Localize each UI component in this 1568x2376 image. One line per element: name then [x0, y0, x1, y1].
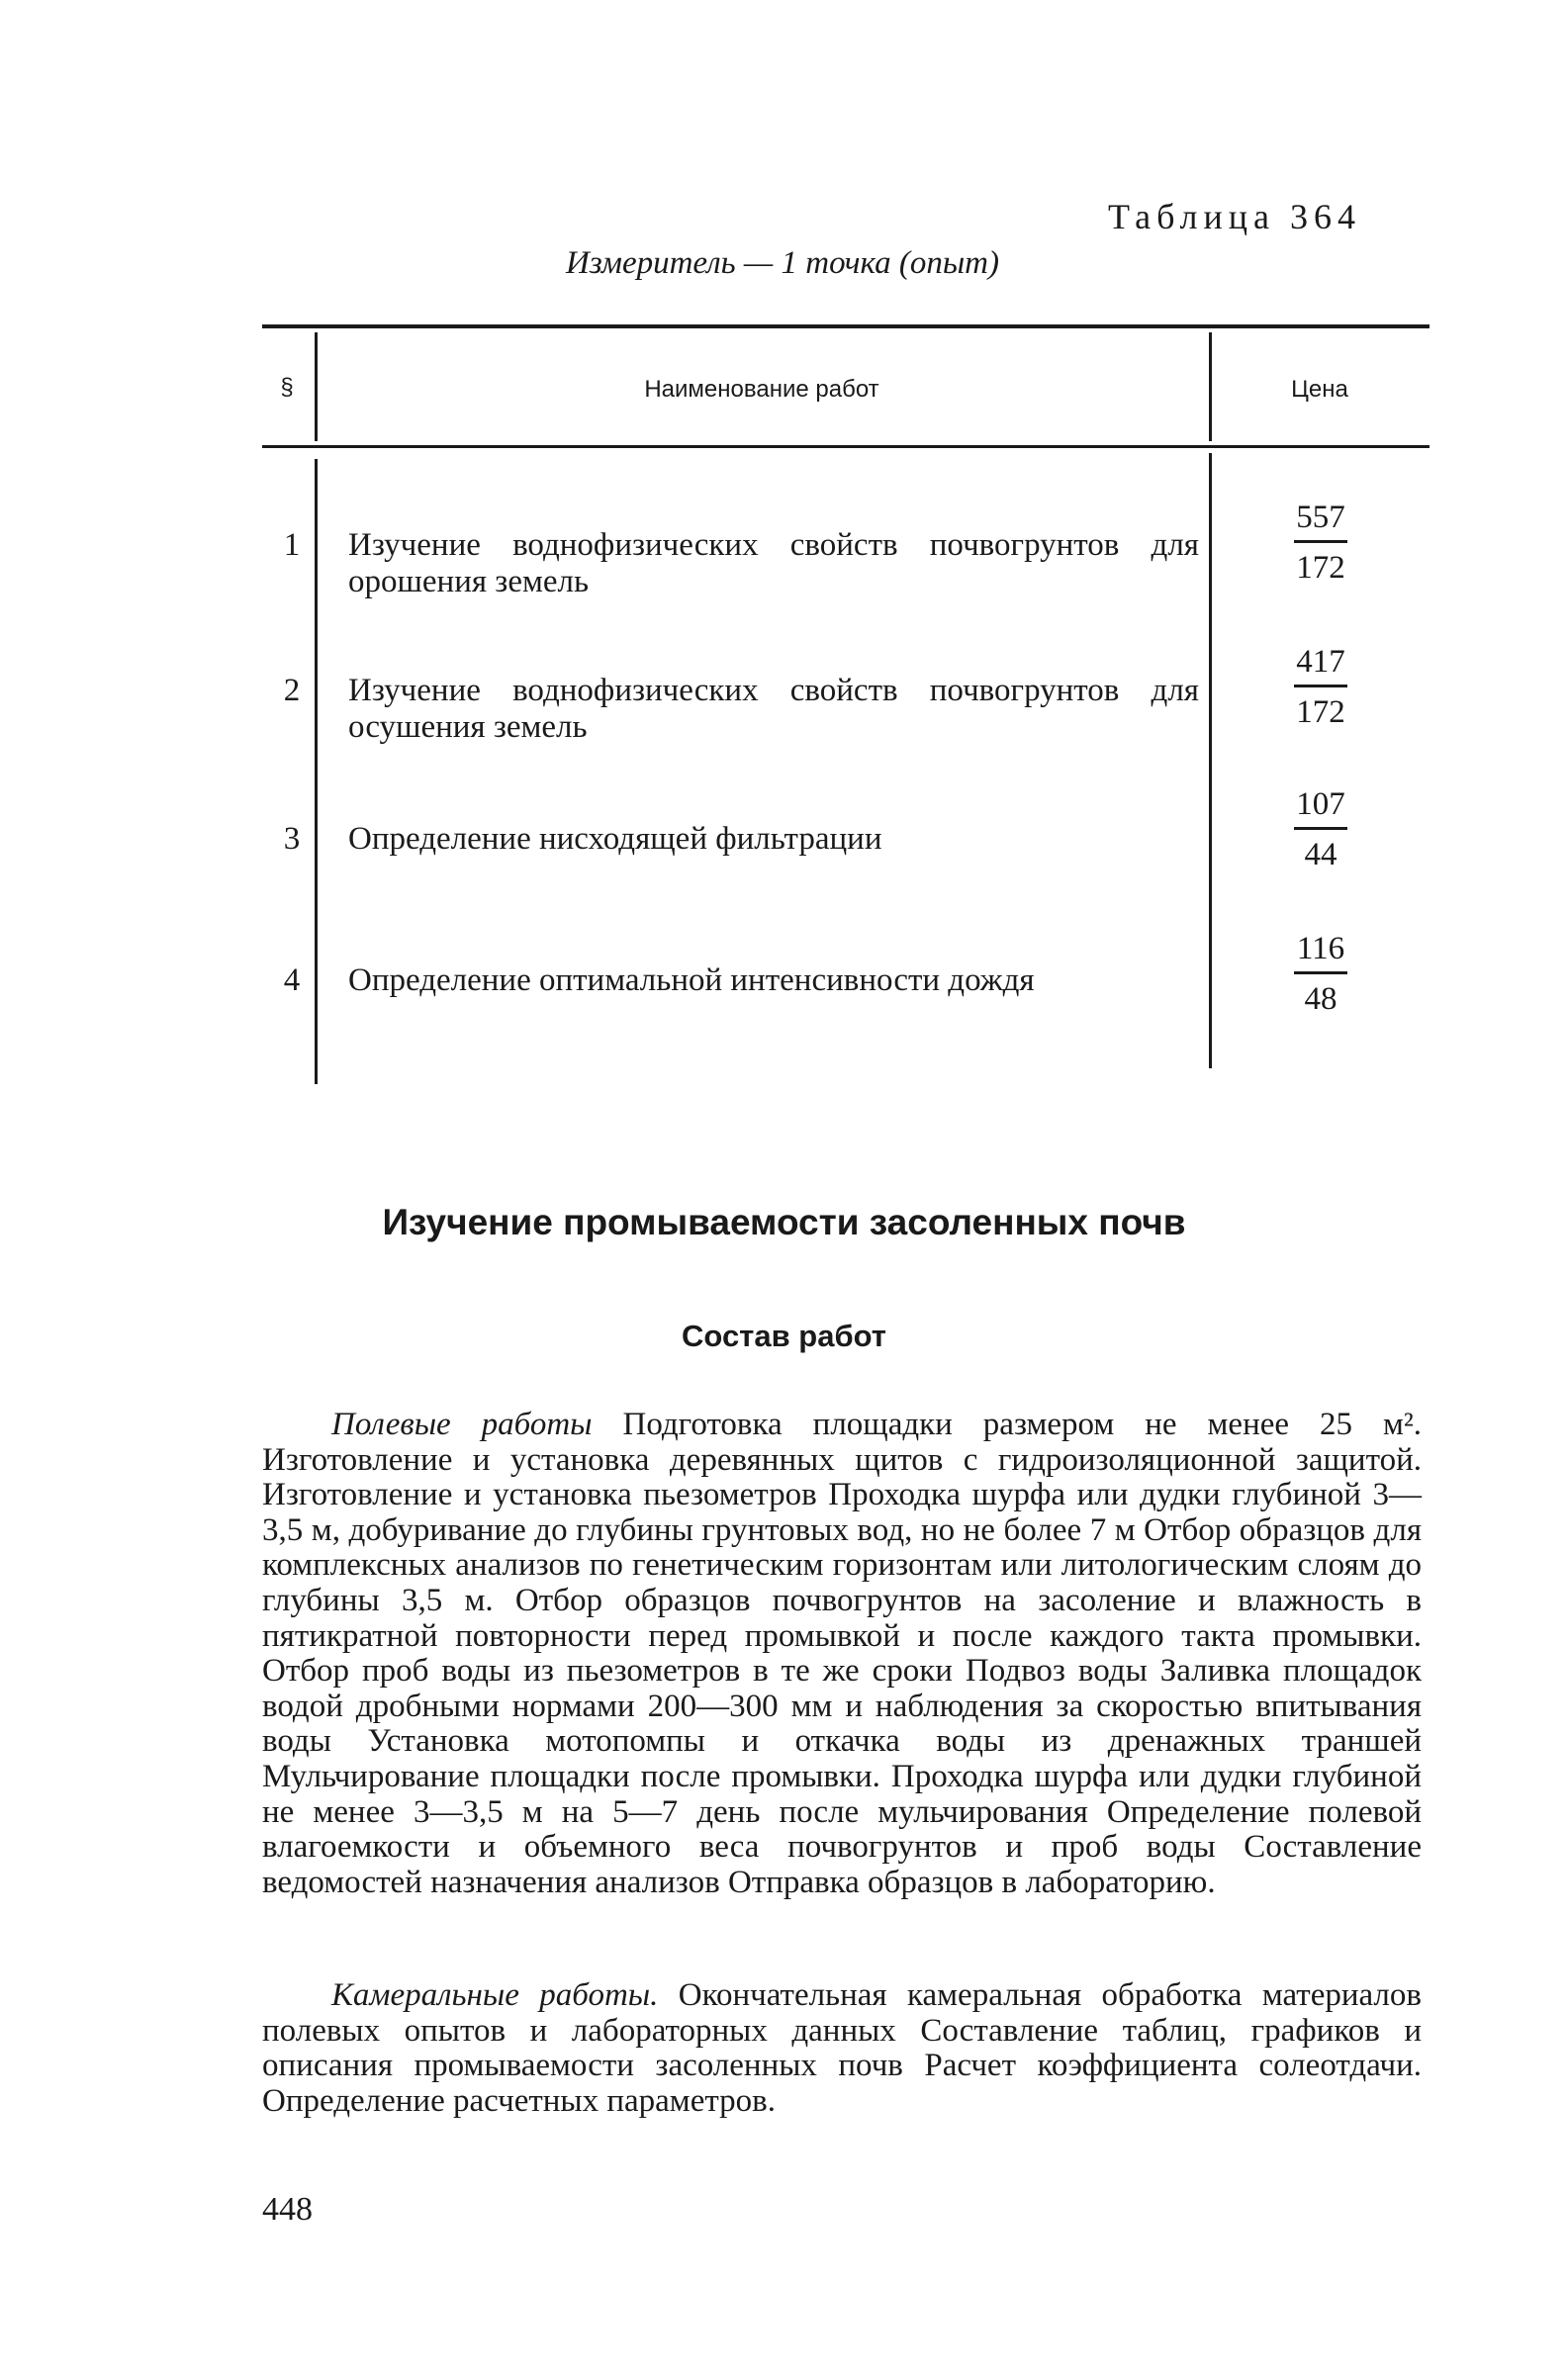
page-number: 448 — [262, 2191, 313, 2228]
header-price: Цена — [1291, 376, 1348, 403]
row-work-name: Изучение воднофизических свойств почвогрунтов для орошения земель — [348, 527, 1199, 599]
section-title: Изучение промываемости засоленных почв — [382, 1202, 1186, 1242]
row-work-name: Изучение воднофизических свойств почвогрунтов для осушения земель — [348, 673, 1199, 745]
fraction-bar — [1294, 540, 1347, 543]
row-number: 1 — [283, 527, 301, 563]
section-subtitle: Состав работ — [682, 1319, 886, 1353]
table-header-rule — [262, 445, 1430, 448]
header-divider-right — [1209, 332, 1212, 441]
row-number: 3 — [283, 821, 301, 857]
field-work-text: Подготовка площадки размером не менее 25 м². Изготовление и установка деревянных щитов с гидроизоляционной защитой. Изготовление и установка пьезометров Проходка шурфа или дудки глубиной 3—3,5 м, добуривание до глубины грунтовых вод, но не более 7 м Отбор образцов для комплексных анализов по генетическим горизонтам или литологическим слоям до глубины 3,5 м. Отбор образцов почвогрунтов на засоление и влажность в пятикратной повторности перед промывкой и после каждого такта промывки. Отбор проб воды из пьезометров в те же сроки Подвоз воды Заливка площадок водой дробными нормами 200—300 мм и наблюдения за скоростью впитывания воды Установка мотопомпы и откачка воды из дренажных траншей Мульчирование площадки после промывки. Проходка шурфа или дудки глубиной не менее 3—3,5 м на 5—7 день после мульчирования Определение полевой влагоемкости и объемного веса почвогрунтов и проб воды Составление ведомостей назначения анализов Отправка образцов в лабораторию. — [262, 1407, 1423, 1900]
table-number-label: Таблица 364 — [1108, 197, 1361, 236]
fraction-bar — [1294, 971, 1347, 974]
row-work-name: Определение нисходящей фильтрации — [348, 821, 882, 857]
header-work-name: Наименование работ — [644, 376, 879, 403]
row-number: 2 — [283, 673, 301, 708]
price-numerator: 557 — [1296, 500, 1345, 535]
price-numerator: 417 — [1296, 644, 1345, 680]
field-work-lead: Полевые работы — [331, 1407, 593, 1442]
measure-unit-label: Измеритель — 1 точка (опыт) — [566, 245, 999, 281]
header-divider-left — [315, 332, 318, 441]
price-denominator: 48 — [1304, 981, 1337, 1017]
row-price — [1246, 785, 1395, 873]
row-price — [1246, 643, 1395, 731]
table-top-rule — [262, 324, 1430, 328]
fraction-bar — [1294, 827, 1347, 830]
office-work-paragraph — [262, 1978, 1422, 2119]
row-work-name: Определение оптимальной интенсивности дождя — [348, 962, 1035, 998]
office-work-lead: Камеральные работы. — [331, 1977, 659, 2013]
price-numerator: 107 — [1296, 786, 1345, 822]
field-work-paragraph — [262, 1408, 1422, 1900]
office-work-text: Окончательная камеральная обработка материалов полевых опытов и лабораторных данных Составление таблиц, графиков и описания промываемости засоленных почв Расчет коэффициента солеотдачи. Определение расчетных параметров. — [262, 1977, 1422, 2119]
price-denominator: 44 — [1304, 837, 1337, 872]
price-denominator: 172 — [1296, 694, 1345, 730]
price-numerator: 116 — [1296, 931, 1345, 966]
price-denominator: 172 — [1296, 550, 1345, 586]
row-price — [1246, 930, 1395, 1018]
row-number: 4 — [283, 962, 301, 998]
header-section-mark: § — [280, 374, 294, 401]
body-divider-left — [315, 459, 318, 1084]
fraction-bar — [1294, 685, 1347, 687]
row-price — [1246, 499, 1395, 587]
body-divider-right — [1209, 453, 1212, 1068]
